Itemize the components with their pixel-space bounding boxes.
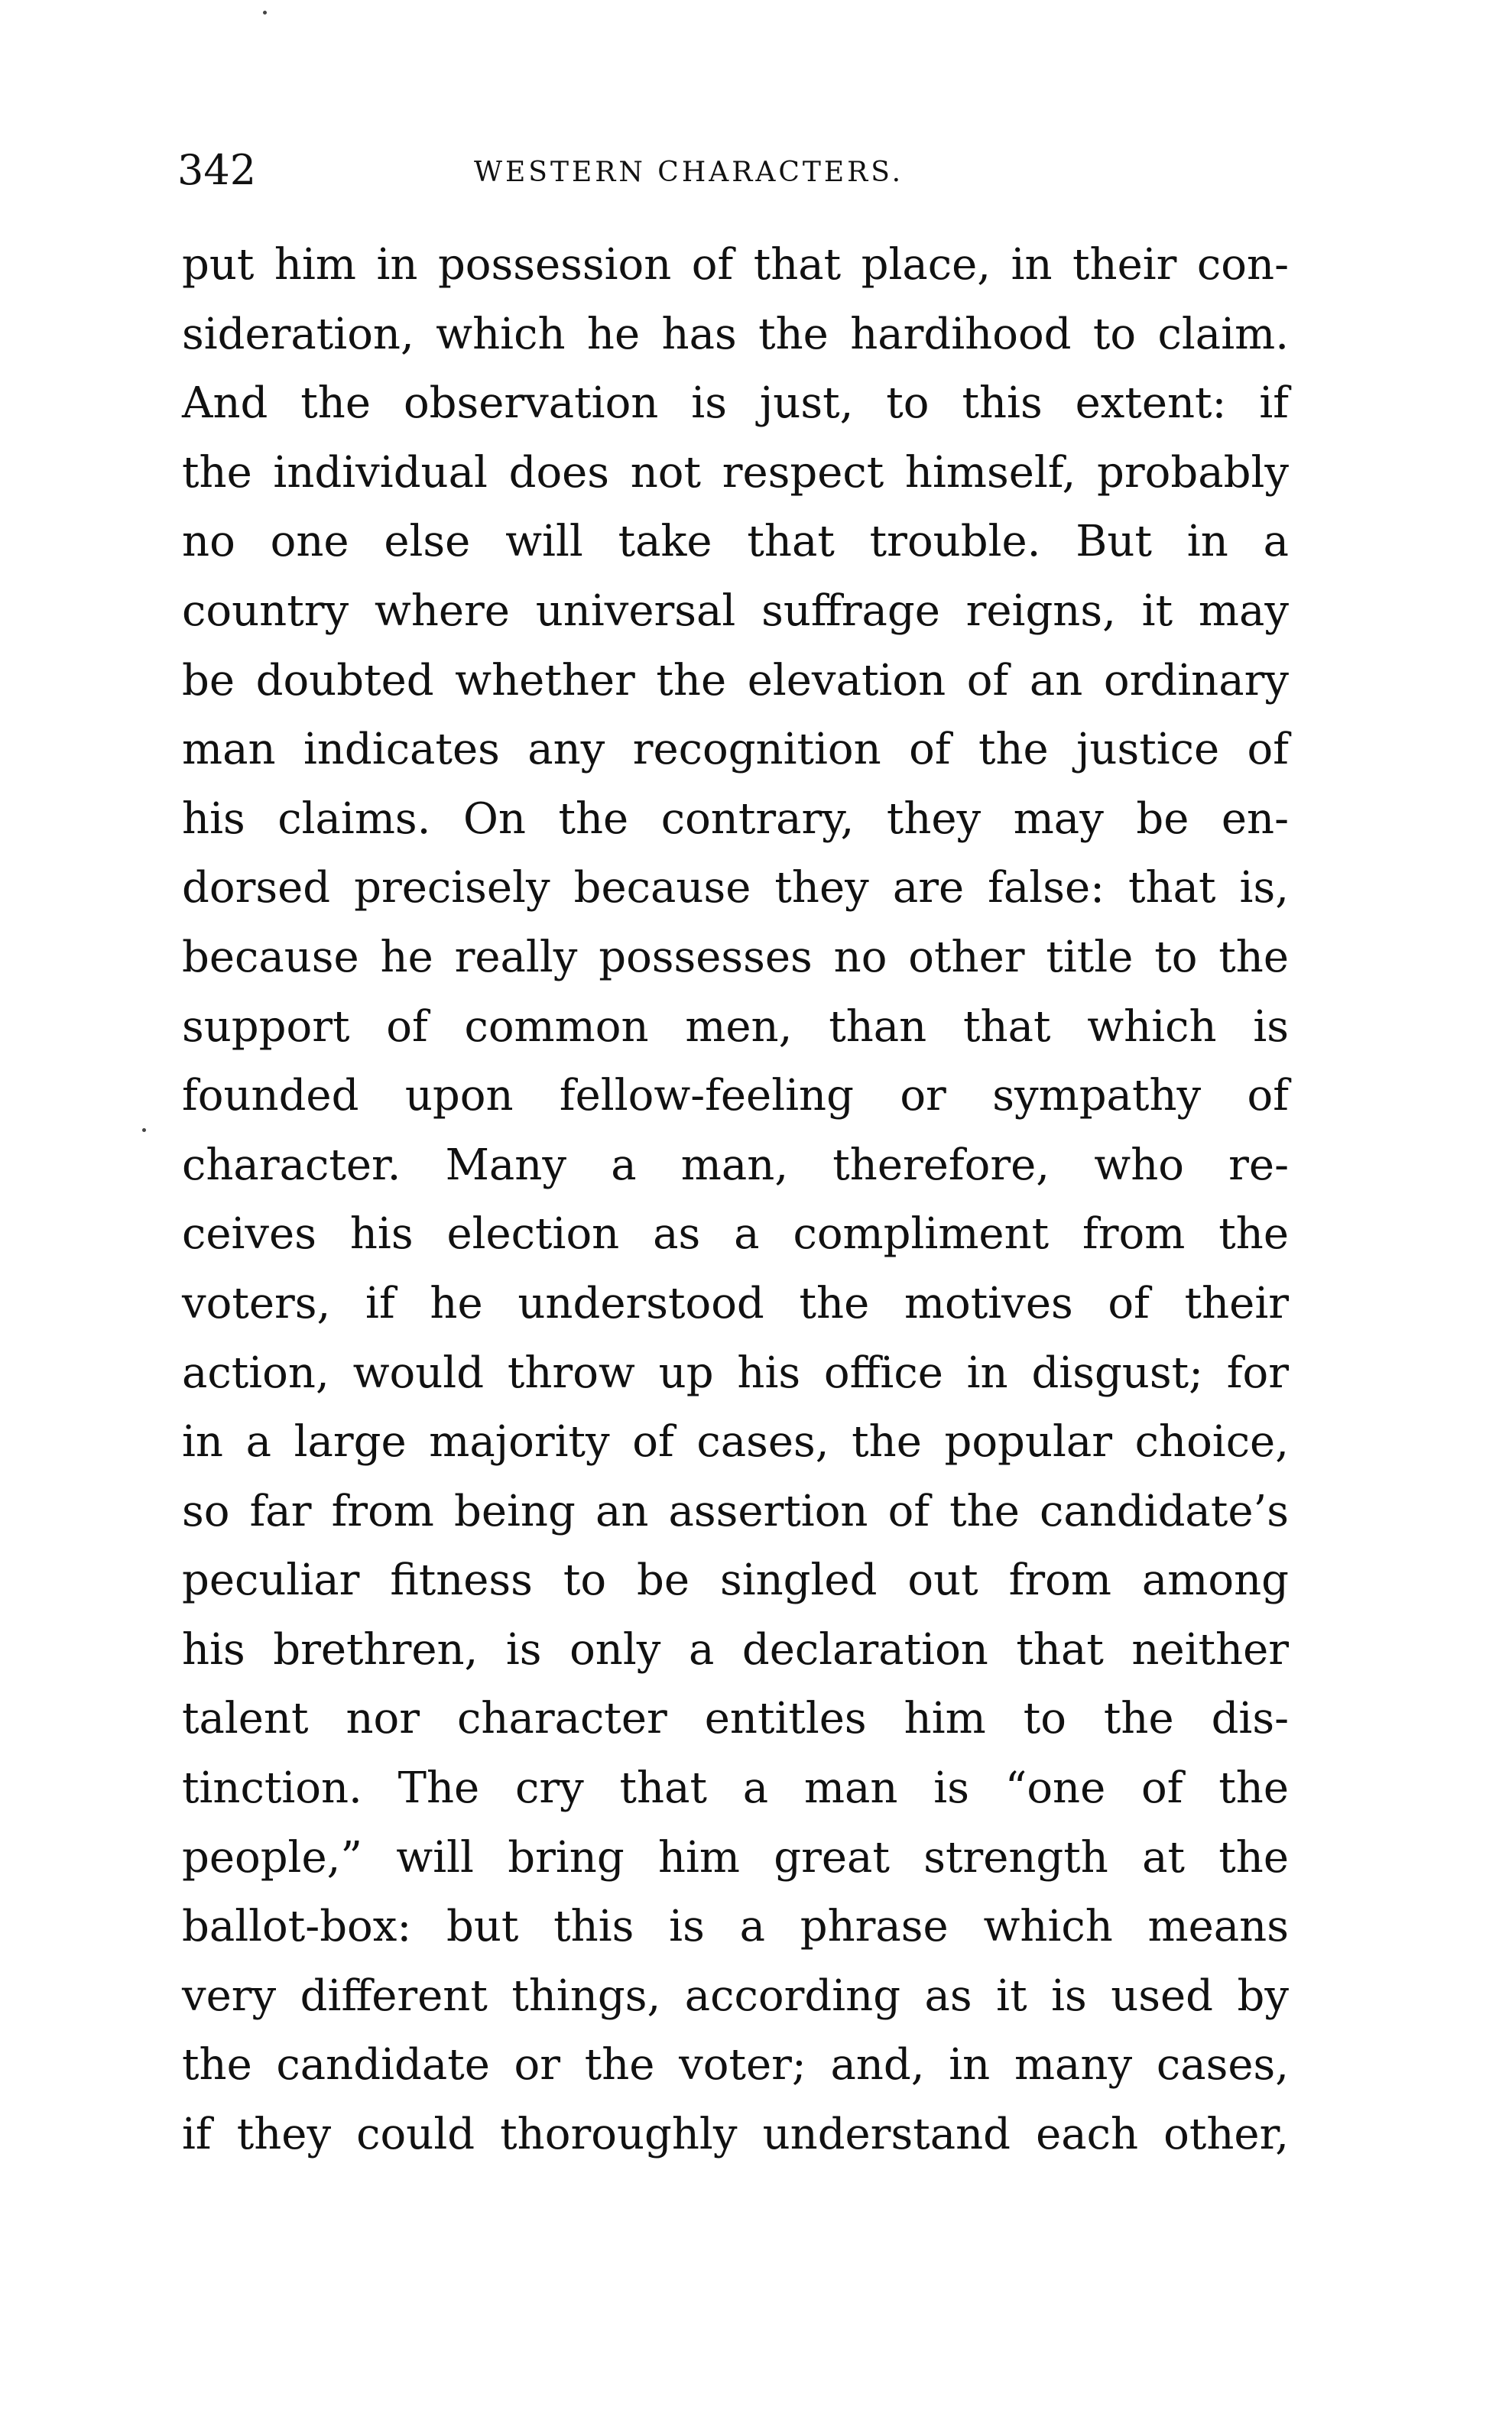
text-line: character. Many a man, therefore, who re- — [182, 1140, 1289, 1190]
text-line: tinction. The cry that a man is “one of the — [182, 1763, 1289, 1814]
text-line: be doubted whether the elevation of an ordinary — [182, 655, 1289, 705]
paper-speck — [263, 11, 267, 15]
text-line: people,” will bring him great strength at the — [182, 1832, 1289, 1883]
text-line: so far from being an assertion of the candidate’s — [182, 1486, 1289, 1536]
text-line: dorsed precisely because they are false: that is, — [182, 863, 1289, 913]
text-line: ballot-box: but this is a phrase which means — [182, 1902, 1289, 1952]
text-line: his brethren, is only a declaration that neither — [182, 1624, 1289, 1675]
text-line: And the observation is just, to this extent: if — [182, 378, 1289, 429]
running-head — [177, 144, 1293, 212]
text-line: in a large majority of cases, the popular choice, — [182, 1417, 1289, 1468]
text-line: sideration, which he has the hardihood to claim. — [182, 309, 1289, 359]
text-line: very different things, according as it is used by — [182, 1970, 1289, 2021]
text-line: because he really possesses no other title to the — [182, 932, 1289, 982]
body-text — [182, 231, 1289, 2170]
text-line: man indicates any recognition of the justice of — [182, 725, 1289, 775]
text-line: voters, if he understood the motives of their — [182, 1278, 1289, 1328]
text-line: the candidate or the voter; and, in many cases, — [182, 2040, 1289, 2091]
running-title: WESTERN CHARACTERS. — [474, 157, 904, 188]
paper-speck — [142, 1128, 146, 1132]
text-line: the individual does not respect himself, probably — [182, 447, 1289, 498]
text-line: country where universal suffrage reigns, it may — [182, 585, 1289, 636]
text-line: talent nor character entitles him to the dis- — [182, 1694, 1289, 1744]
text-line: action, would throw up his office in disgust; for — [182, 1348, 1289, 1398]
text-line: put him in possession of that place, in their con- — [182, 240, 1289, 290]
text-line: his claims. On the contrary, they may be en- — [182, 793, 1289, 844]
text-line: founded upon fellow-feeling or sympathy of — [182, 1071, 1289, 1121]
text-line: no one else will take that trouble. But in a — [182, 517, 1289, 567]
text-line: support of common men, than that which is — [182, 1001, 1289, 1052]
page-number: 342 — [177, 146, 257, 194]
text-line: if they could thoroughly understand each other, — [182, 2110, 1289, 2160]
text-line: peculiar fitness to be singled out from among — [182, 1555, 1289, 1606]
text-line: ceives his election as a compliment from the — [182, 1209, 1289, 1260]
